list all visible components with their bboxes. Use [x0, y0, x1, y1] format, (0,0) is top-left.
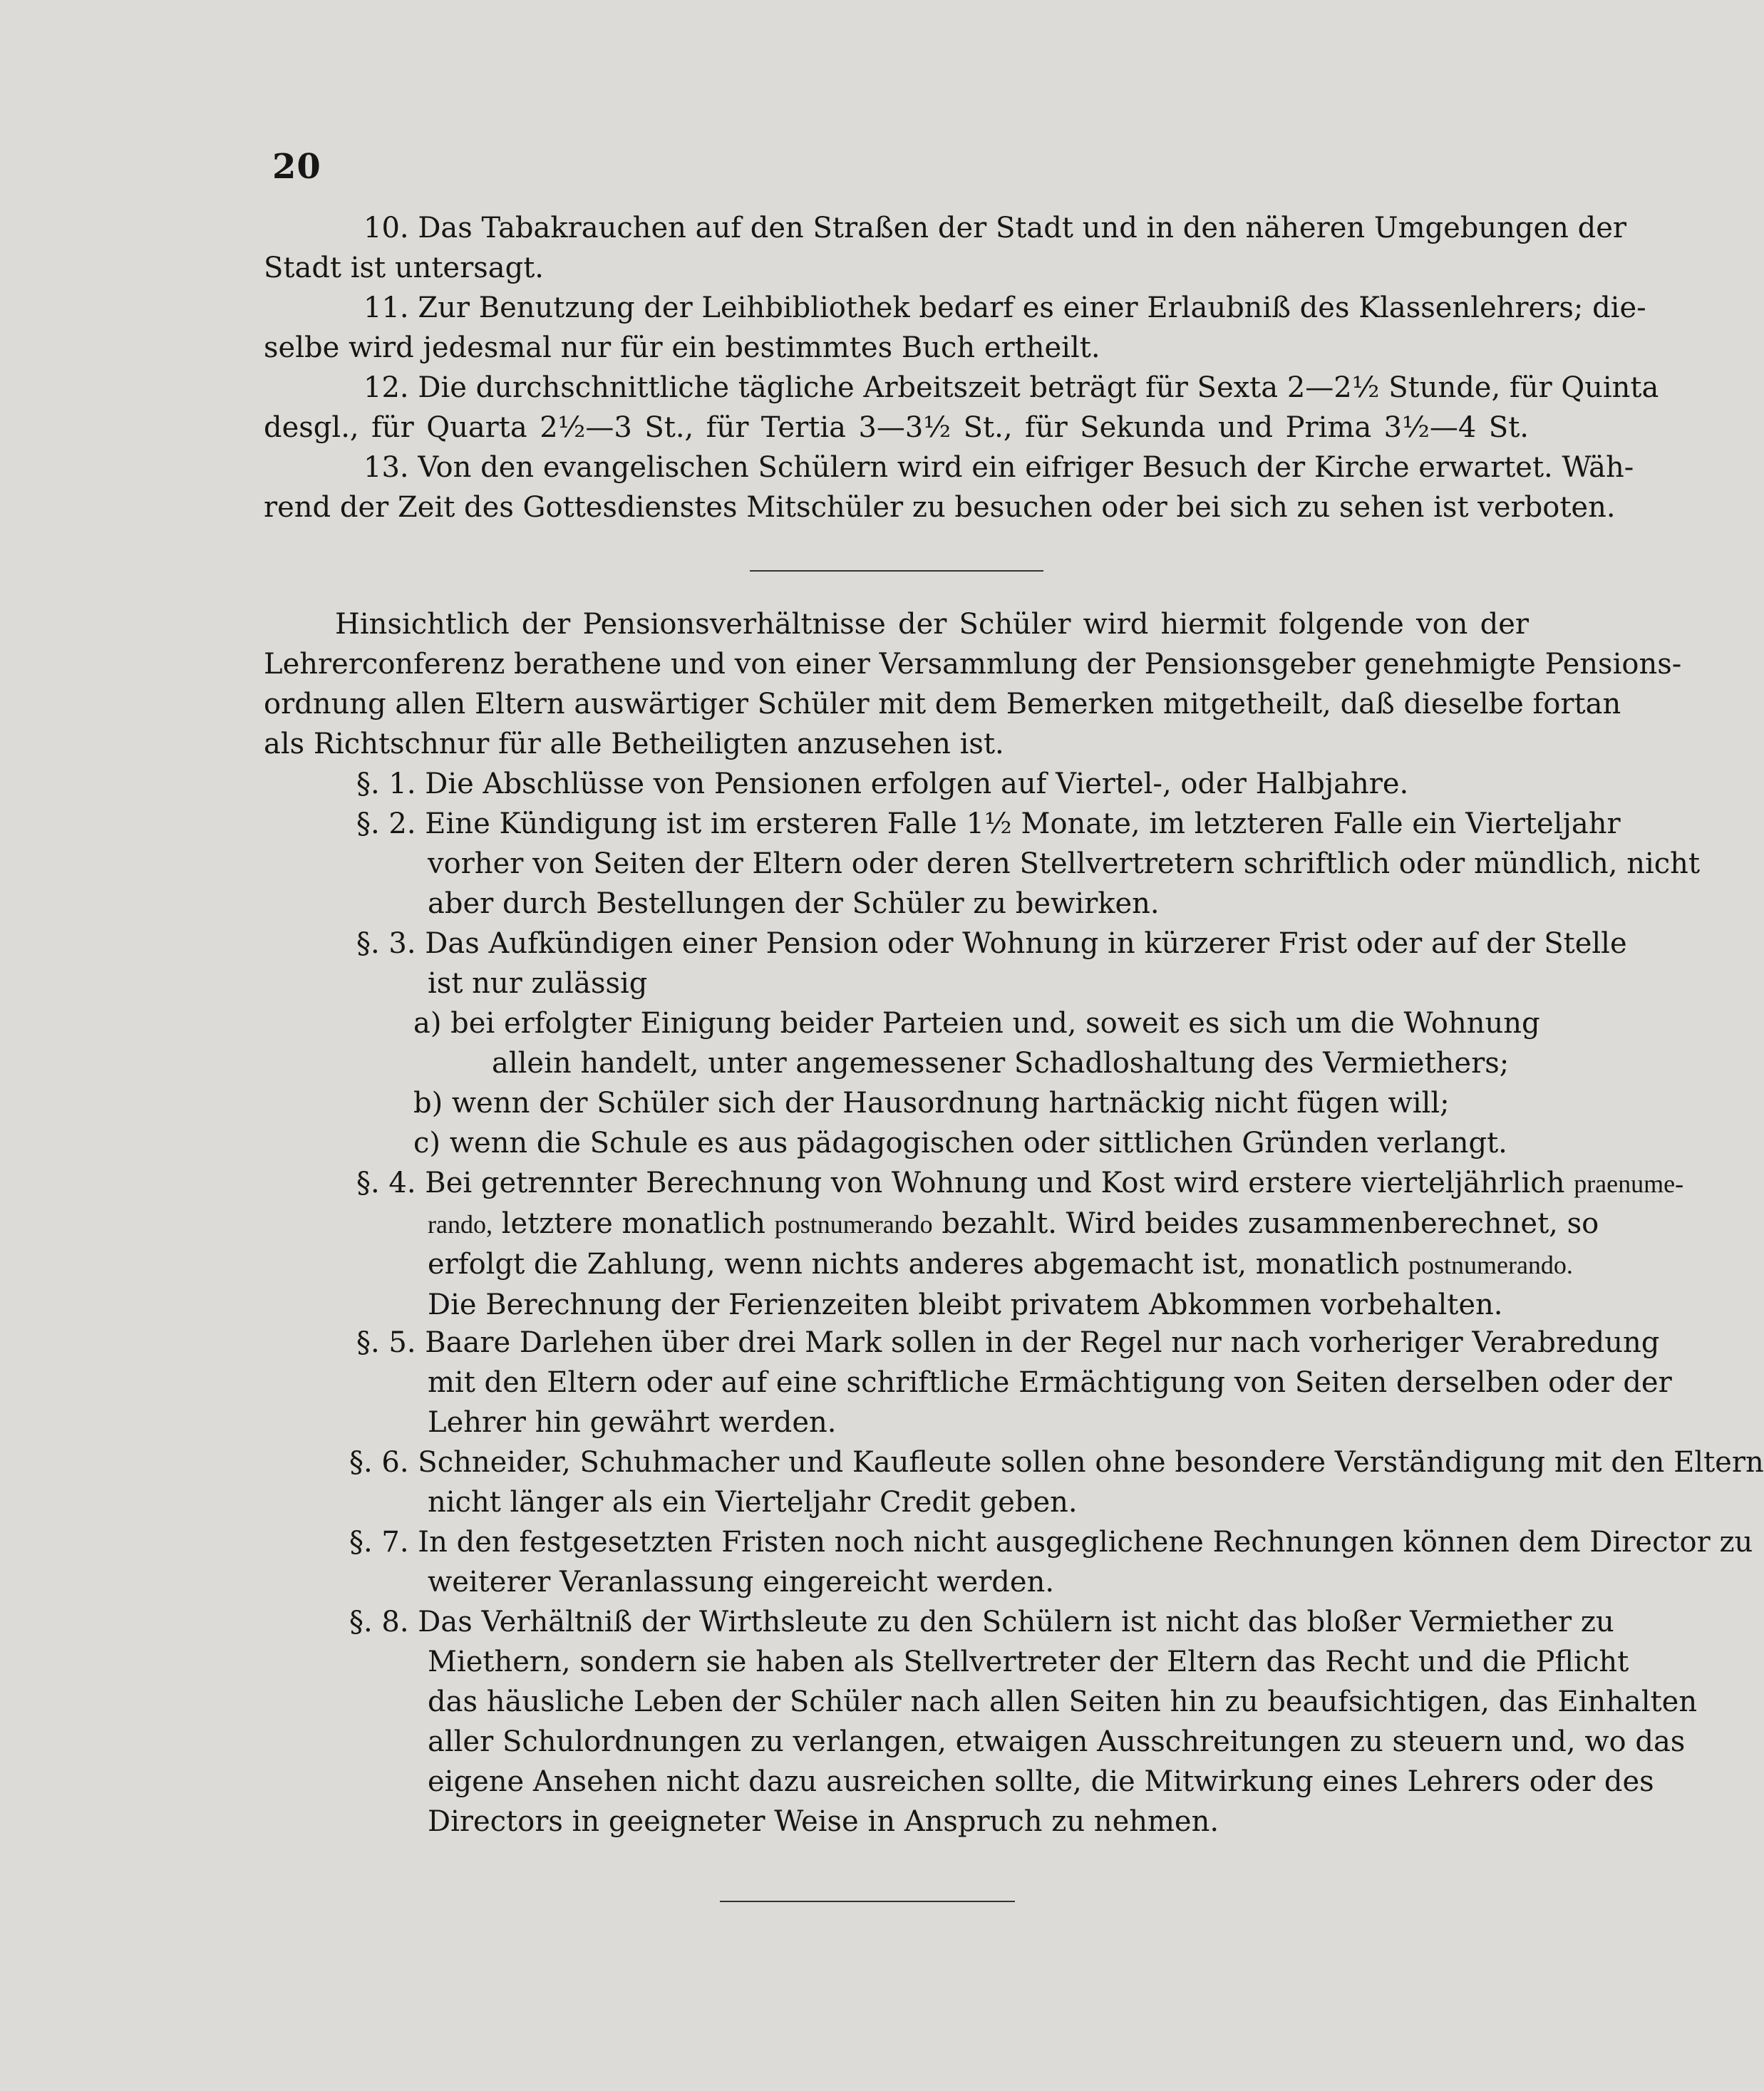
section-8-line-5: eigene Ansehen nicht dazu ausreichen sollte, die Mitwirkung eines Lehrers oder des	[428, 1765, 1654, 1798]
section-8-line-6: Directors in geeigneter Weise in Anspruch zu nehmen.	[428, 1805, 1219, 1838]
intro-line-1: Hinsichtlich der Pensionsverhältnisse der Schüler wird hiermit folgende von der	[335, 608, 1529, 641]
intro-line-4: als Richtschnur für alle Betheiligten anzusehen ist.	[264, 728, 1004, 760]
section-5-line-1: §. 5. Baare Darlehen über drei Mark sollen in der Regel nur nach vorheriger Verabredung	[356, 1326, 1660, 1359]
section-3-item-a-line-2: allein handelt, unter angemessener Schadloshaltung des Vermiethers;	[492, 1047, 1510, 1080]
section-4-line-4: Die Berechnung der Ferienzeiten bleibt privatem Abkommen vorbehalten.	[428, 1289, 1503, 1321]
rule-11-line-1: 11. Zur Benutzung der Leihbibliothek bedarf es einer Erlaubniß des Klassenlehrers; die-	[363, 291, 1646, 324]
section-6	[264, 1442, 1764, 1522]
section-4-latin-rando: rando,	[428, 1210, 492, 1239]
closing-divider	[720, 1901, 1015, 1902]
rule-13-line-2: rend der Zeit des Gottesdienstes Mitschüler zu besuchen oder bei sich zu sehen ist verboten.	[264, 491, 1616, 524]
section-4-line-3	[264, 1244, 1573, 1285]
section-5-line-3: Lehrer hin gewährt werden.	[428, 1406, 837, 1439]
section-2-line-2: vorher von Seiten der Eltern oder deren Stellvertretern schriftlich oder mündlich, nicht	[428, 847, 1701, 880]
section-4-line-1	[264, 1163, 1684, 1204]
intro-paragraph	[264, 604, 1682, 764]
section-3	[264, 924, 1627, 1163]
section-4-latin-praenumerando: praenume-	[1574, 1170, 1684, 1198]
section-1-line-1: §. 1. Die Abschlüsse von Pensionen erfolgen auf Viertel-, oder Halbjahre.	[356, 768, 1409, 800]
section-3-line-1: §. 3. Das Aufkündigen einer Pension oder Wohnung in kürzerer Frist oder auf der Stelle	[356, 927, 1627, 960]
section-8-line-1: §. 8. Das Verhältniß der Wirthsleute zu den Schülern ist nicht das bloßer Vermiether zu	[349, 1606, 1614, 1638]
section-3-item-c: c) wenn die Schule es aus pädagogischen oder sittlichen Gründen verlangt.	[413, 1127, 1507, 1160]
rule-10-line-1: 10. Das Tabakrauchen auf den Straßen der Stadt und in den näheren Umgebungen der	[363, 212, 1627, 244]
page-number: 20	[272, 147, 321, 187]
section-divider	[750, 570, 1043, 572]
section-6-line-2: nicht länger als ein Vierteljahr Credit geben.	[428, 1486, 1078, 1519]
section-6-line-1: §. 6. Schneider, Schuhmacher und Kaufleute sollen ohne besondere Verständigung mit den Eltern	[349, 1446, 1764, 1479]
rule-12-line-2: desgl., für Quarta 2½—3 St., für Tertia 3—3½ St., für Sekunda und Prima 3½—4 St.	[264, 411, 1529, 444]
section-4-line-2	[264, 1204, 1599, 1244]
section-4-line-2-rest: bezahlt. Wird beides zusammenberechnet, so	[942, 1207, 1599, 1240]
school-rules	[264, 208, 1659, 527]
section-8	[264, 1602, 1698, 1842]
section-1	[264, 764, 1529, 804]
section-7	[264, 1522, 1753, 1602]
section-2-line-1: §. 2. Eine Kündigung ist im ersteren Falle 1½ Monate, im letzteren Falle ein Vierteljahr	[356, 807, 1621, 840]
rule-13-line-1: 13. Von den evangelischen Schülern wird ein eifriger Besuch der Kirche erwartet. Wäh-	[363, 451, 1634, 484]
section-5-line-2: mit den Eltern oder auf eine schriftliche Ermächtigung von Seiten derselben oder der	[428, 1366, 1672, 1399]
section-3-item-b: b) wenn der Schüler sich der Hausordnung hartnäckig nicht fügen will;	[413, 1087, 1450, 1120]
section-4-line-1-text: §. 4. Bei getrennter Berechnung von Wohnung und Kost wird erstere vierteljährlich	[356, 1167, 1565, 1199]
section-4-latin-postnumerando: postnumerando	[774, 1210, 933, 1239]
section-3-item-a-line-1: a) bei erfolgter Einigung beider Parteien und, soweit es sich um die Wohnung	[413, 1007, 1540, 1040]
intro-line-3: ordnung allen Eltern auswärtiger Schüler mit dem Bemerken mitgetheilt, daß dieselbe fortan	[264, 688, 1621, 721]
section-2-line-3: aber durch Bestellungen der Schüler zu bewirken.	[428, 887, 1160, 920]
rule-10-line-2: Stadt ist untersagt.	[264, 252, 544, 284]
section-7-line-1: §. 7. In den festgesetzten Fristen noch nicht ausgeglichene Rechnungen können dem Director zu	[349, 1526, 1753, 1559]
section-7-line-2: weiterer Veranlassung eingereicht werden.	[428, 1566, 1055, 1599]
rule-11-line-2: selbe wird jedesmal nur für ein bestimmtes Buch ertheilt.	[264, 331, 1100, 364]
section-4-line-3-text: erfolgt die Zahlung, wenn nichts anderes abgemacht ist, monatlich	[428, 1248, 1400, 1281]
section-4-latin-postnumerando-2: postnumerando.	[1408, 1251, 1573, 1279]
section-8-line-3: das häusliche Leben der Schüler nach allen Seiten hin zu beaufsichtigen, das Einhalten	[428, 1685, 1698, 1718]
section-4	[264, 1163, 1684, 1325]
rule-12-line-1: 12. Die durchschnittliche tägliche Arbeitszeit beträgt für Sexta 2—2½ Stunde, für Quinta	[363, 371, 1659, 404]
section-8-line-2: Miethern, sondern sie haben als Stellvertreter der Eltern das Recht und die Pflicht	[428, 1646, 1629, 1678]
section-2	[264, 804, 1701, 924]
section-5	[264, 1323, 1672, 1442]
intro-line-2: Lehrerconferenz berathene und von einer Versammlung der Pensionsgeber genehmigte Pensions-	[264, 648, 1682, 681]
section-4-line-2-text: letztere monatlich	[501, 1207, 765, 1240]
section-3-line-2: ist nur zulässig	[428, 967, 648, 1000]
section-8-line-4: aller Schulordnungen zu verlangen, etwaigen Ausschreitungen zu steuern und, wo das	[428, 1725, 1686, 1758]
